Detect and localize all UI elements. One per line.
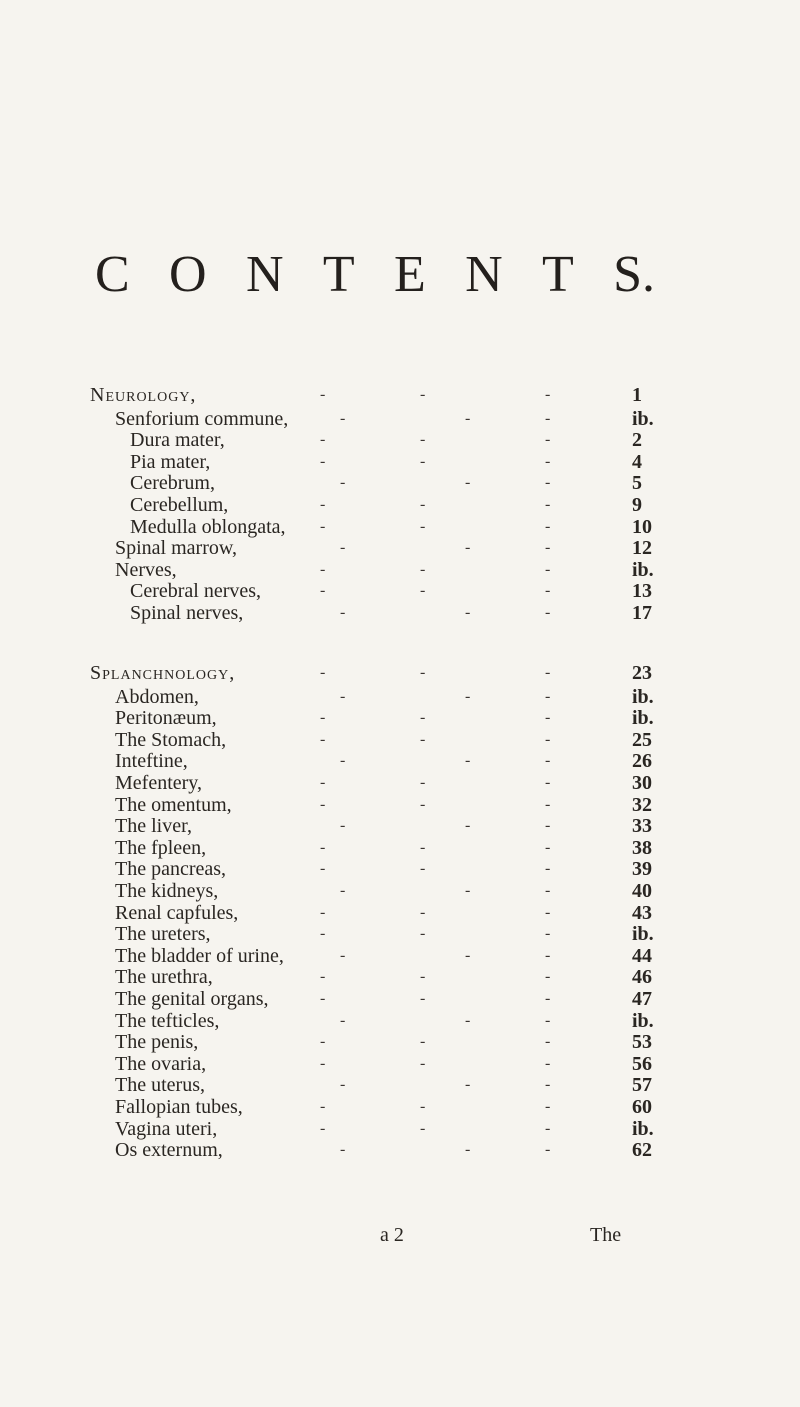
leader-dash: - [320, 1054, 326, 1072]
page-number: 17 [632, 602, 652, 624]
page-number: 1 [632, 384, 642, 406]
leader-dash: - [465, 817, 471, 835]
leader-dash: - [545, 795, 551, 813]
leader-dash: - [420, 1119, 426, 1137]
leader-dash: - [465, 1076, 471, 1094]
toc-entry [115, 966, 715, 988]
leader-dash: - [420, 925, 426, 943]
leader-dash: - [545, 990, 551, 1007]
leader-dash: - [320, 582, 326, 600]
page-number: 56 [632, 1052, 652, 1075]
toc-entry [115, 408, 715, 430]
leader-dash: - [545, 664, 551, 681]
leader-dash: - [420, 903, 426, 921]
leader-dash: - [320, 795, 326, 813]
page-number: 2 [632, 429, 642, 452]
page-number: ib. [632, 685, 654, 708]
leader-dash: - [545, 1098, 551, 1115]
title-letter: O [169, 246, 207, 303]
entry-label: The bladder of urine, [115, 944, 284, 967]
leader-dash: - [340, 687, 346, 705]
leader-dash: - [545, 925, 551, 943]
entry-label: Senforium commune, [115, 407, 289, 430]
title-letter: E [393, 246, 426, 303]
leader-dash: - [420, 386, 426, 403]
toc-entry [115, 1074, 715, 1096]
entry-label: The urethra, [115, 966, 213, 989]
toc-entry [115, 1053, 715, 1075]
page-number: 60 [632, 1096, 652, 1118]
title-letter: C [95, 246, 130, 303]
page-number: 13 [632, 580, 652, 603]
leader-dash: - [340, 604, 346, 621]
toc-entry [115, 923, 715, 945]
signature-mark: a 2 [380, 1224, 404, 1246]
entry-label: Abdomen, [115, 685, 199, 708]
leader-dash: - [420, 431, 426, 449]
leader-dash: - [420, 774, 426, 791]
leader-dash: - [545, 1054, 551, 1072]
leader-dash: - [545, 1076, 551, 1094]
entry-label: Cerebellum, [130, 494, 229, 516]
toc-entry [115, 686, 715, 708]
entry-label: Mefentery, [115, 772, 202, 794]
title-letter: N [465, 246, 503, 303]
leader-dash: - [545, 946, 551, 964]
page-number: 57 [632, 1074, 652, 1097]
leader-dash: - [340, 752, 346, 770]
leader-dash: - [340, 539, 346, 557]
toc-entry [115, 902, 715, 924]
leader-dash: - [545, 582, 551, 600]
page-number: 40 [632, 880, 652, 902]
leader-dash: - [320, 496, 326, 513]
leader-dash: - [545, 496, 551, 513]
toc-entry [115, 772, 715, 794]
leader-dash: - [465, 687, 471, 705]
entry-label: The penis, [115, 1031, 199, 1054]
leader-dash: - [340, 817, 346, 835]
catchword: The [590, 1224, 622, 1246]
entry-label: The liver, [115, 815, 192, 838]
leader-dash: - [340, 1076, 346, 1094]
page-number: 33 [632, 815, 652, 838]
page-number: 30 [632, 772, 652, 794]
title-letter: T [541, 246, 574, 303]
leader-dash: - [320, 517, 326, 535]
leader-dash: - [420, 860, 426, 878]
section-heading [90, 662, 690, 684]
page-number: 46 [632, 966, 652, 989]
toc-entry [115, 1031, 715, 1053]
entry-label: The pancreas, [115, 858, 227, 881]
page-number: 43 [632, 901, 652, 924]
section-heading [90, 384, 690, 406]
leader-dash: - [465, 752, 471, 770]
leader-dash: - [545, 817, 551, 835]
leader-dash: - [320, 1033, 326, 1051]
title-letter: T [322, 246, 355, 303]
toc-entry [115, 559, 715, 581]
leader-dash: - [340, 882, 346, 899]
leader-dash: - [420, 517, 426, 535]
leader-dash: - [465, 946, 471, 964]
leader-dash: - [320, 664, 326, 681]
page-number: 44 [632, 944, 652, 967]
leader-dash: - [545, 1011, 551, 1029]
toc-entry [115, 750, 715, 772]
leader-dash: - [320, 709, 326, 727]
entry-label: Spinal nerves, [130, 602, 244, 624]
entry-label: The kidneys, [115, 880, 219, 902]
leader-dash: - [340, 1011, 346, 1029]
page-number: ib. [632, 1009, 654, 1032]
leader-dash: - [545, 386, 551, 403]
leader-dash: - [465, 604, 471, 621]
leader-dash: - [545, 709, 551, 727]
entry-label: Cerebrum, [130, 472, 215, 495]
toc-entry [115, 707, 715, 729]
page-number: 32 [632, 793, 652, 816]
leader-dash: - [465, 882, 471, 899]
page-number: ib. [632, 558, 654, 581]
toc-entry [130, 472, 730, 494]
page-number: 47 [632, 988, 652, 1010]
leader-dash: - [465, 409, 471, 427]
section-title: Neurology, [90, 384, 197, 406]
page-number: ib. [632, 407, 654, 430]
page-number: 53 [632, 1031, 652, 1054]
entry-label: The ovaria, [115, 1052, 207, 1075]
page-title [95, 245, 655, 305]
toc-entry [115, 858, 715, 880]
leader-dash: - [545, 560, 551, 578]
toc-entry [115, 1010, 715, 1032]
entry-label: The uterus, [115, 1074, 205, 1097]
leader-dash: - [420, 990, 426, 1007]
entry-label: Pia mater, [130, 450, 211, 473]
page-number: 10 [632, 515, 652, 538]
leader-dash: - [340, 474, 346, 492]
page-number: 26 [632, 750, 652, 773]
toc-entry [130, 602, 730, 624]
toc-entry [115, 794, 715, 816]
leader-dash: - [420, 1098, 426, 1115]
page-number: 25 [632, 728, 652, 751]
leader-dash: - [545, 431, 551, 449]
leader-dash: - [545, 968, 551, 986]
leader-dash: - [545, 1033, 551, 1051]
leader-dash: - [320, 386, 326, 403]
leader-dash: - [420, 496, 426, 513]
page-number: 39 [632, 858, 652, 881]
entry-label: Inteftine, [115, 750, 188, 773]
page-number: 4 [632, 450, 642, 473]
entry-label: Peritonæum, [115, 707, 217, 730]
page-number: 62 [632, 1139, 652, 1162]
entry-label: The fpleen, [115, 836, 207, 859]
leader-dash: - [320, 860, 326, 878]
page-number: 23 [632, 662, 652, 684]
entry-label: Nerves, [115, 558, 177, 581]
leader-dash: - [545, 474, 551, 492]
leader-dash: - [320, 431, 326, 449]
leader-dash: - [320, 990, 326, 1007]
title-letter: N [245, 246, 284, 303]
page-number: 12 [632, 537, 652, 560]
leader-dash: - [320, 925, 326, 943]
entry-label: The Stomach, [115, 728, 227, 751]
title-letter: S. [613, 246, 655, 303]
leader-dash: - [465, 474, 471, 492]
leader-dash: - [545, 1141, 551, 1159]
toc-entry [130, 494, 730, 516]
entry-label: The genital organs, [115, 988, 269, 1010]
toc-entry [115, 1118, 715, 1140]
leader-dash: - [420, 560, 426, 578]
page-number: ib. [632, 707, 654, 730]
page-number: ib. [632, 923, 654, 946]
toc-entry [115, 880, 715, 902]
page-number: 38 [632, 836, 652, 859]
leader-dash: - [545, 452, 551, 470]
leader-dash: - [465, 539, 471, 557]
entry-label: Cerebral nerves, [130, 580, 262, 603]
entry-label: The ureters, [115, 923, 211, 946]
entry-label: Dura mater, [130, 429, 225, 452]
toc-entry [115, 815, 715, 837]
toc-entry [115, 945, 715, 967]
toc-entry [115, 837, 715, 859]
leader-dash: - [320, 452, 326, 470]
section-title: Splanchnology, [90, 662, 236, 684]
toc-entry [115, 537, 715, 559]
toc-entry [115, 988, 715, 1010]
leader-dash: - [545, 838, 551, 856]
entry-label: Medulla oblongata, [130, 515, 286, 538]
leader-dash: - [545, 1119, 551, 1137]
leader-dash: - [340, 946, 346, 964]
toc-entry [130, 451, 730, 473]
page-number: 9 [632, 494, 642, 516]
leader-dash: - [320, 774, 326, 791]
leader-dash: - [420, 664, 426, 681]
leader-dash: - [320, 730, 326, 748]
leader-dash: - [545, 774, 551, 791]
leader-dash: - [320, 903, 326, 921]
toc-entry [115, 1096, 715, 1118]
entry-label: The omentum, [115, 793, 232, 816]
leader-dash: - [340, 1141, 346, 1159]
toc-entry [130, 429, 730, 451]
toc-entry [115, 1139, 715, 1161]
leader-dash: - [545, 409, 551, 427]
leader-dash: - [420, 730, 426, 748]
leader-dash: - [420, 1054, 426, 1072]
leader-dash: - [545, 517, 551, 535]
page-number: 5 [632, 472, 642, 495]
leader-dash: - [420, 582, 426, 600]
entry-label: Spinal marrow, [115, 537, 238, 560]
leader-dash: - [545, 730, 551, 748]
leader-dash: - [545, 860, 551, 878]
toc-entry [130, 580, 730, 602]
leader-dash: - [320, 1098, 326, 1115]
toc-entry [115, 729, 715, 751]
leader-dash: - [465, 1011, 471, 1029]
entry-label: The tefticles, [115, 1009, 220, 1032]
entry-label: Os externum, [115, 1139, 223, 1162]
leader-dash: - [545, 903, 551, 921]
toc-entry [130, 516, 730, 538]
leader-dash: - [545, 687, 551, 705]
leader-dash: - [420, 452, 426, 470]
leader-dash: - [420, 968, 426, 986]
leader-dash: - [320, 838, 326, 856]
leader-dash: - [320, 968, 326, 986]
leader-dash: - [545, 882, 551, 899]
leader-dash: - [545, 604, 551, 621]
page-number: ib. [632, 1117, 654, 1140]
leader-dash: - [420, 1033, 426, 1051]
entry-label: Renal capfules, [115, 901, 239, 924]
leader-dash: - [420, 709, 426, 727]
leader-dash: - [340, 409, 346, 427]
entry-label: Fallopian tubes, [115, 1096, 243, 1118]
leader-dash: - [420, 795, 426, 813]
leader-dash: - [545, 752, 551, 770]
leader-dash: - [320, 1119, 326, 1137]
leader-dash: - [465, 1141, 471, 1159]
leader-dash: - [545, 539, 551, 557]
entry-label: Vagina uteri, [115, 1117, 218, 1140]
leader-dash: - [320, 560, 326, 578]
leader-dash: - [420, 838, 426, 856]
